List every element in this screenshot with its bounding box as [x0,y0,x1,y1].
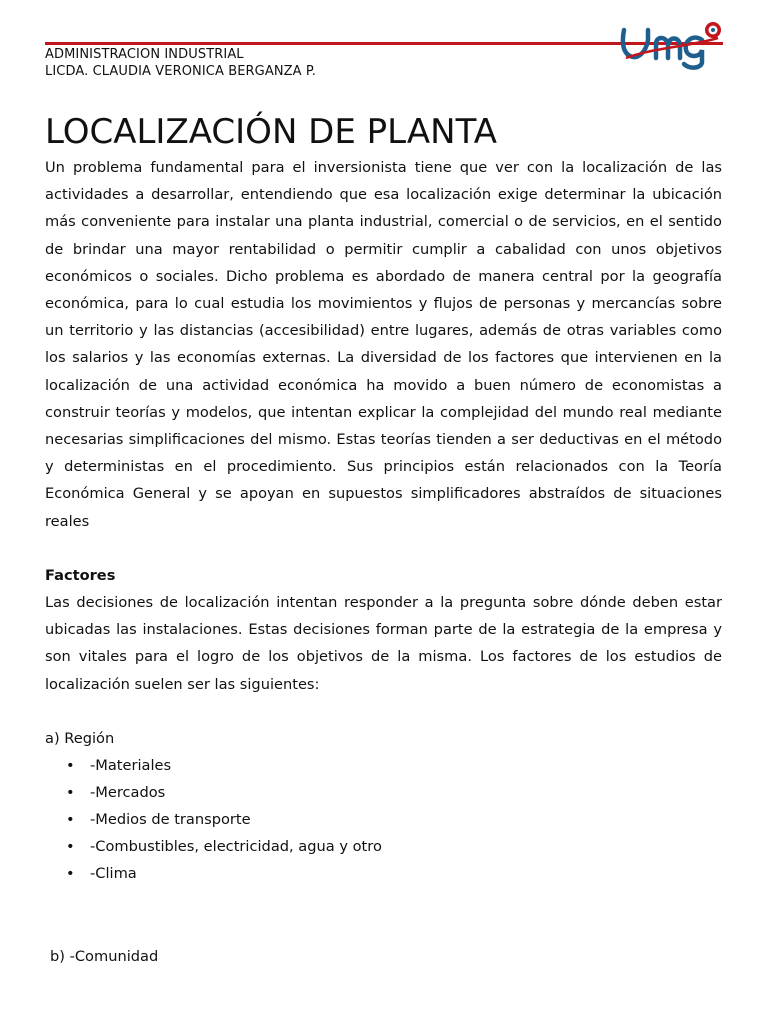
university-logo [612,18,726,70]
list-item [45,806,382,833]
list-item-text: -Clima [90,865,137,883]
bullet-icon: • [66,811,75,829]
list-item [45,752,382,779]
bullet-icon: • [66,838,75,856]
factores-heading: Factores [45,567,116,584]
region-list [45,752,382,887]
list-item [45,779,382,806]
comunidad-label: b) -Comunidad [50,948,159,965]
list-item-text: -Medios de transporte [90,811,251,829]
page-title: LOCALIZACIÓN DE PLANTA [45,112,497,152]
list-item [45,860,382,887]
instructor-name: LICDA. CLAUDIA VERONICA BERGANZA P. [45,64,317,79]
factores-paragraph: Las decisiones de localización intentan responder a la pregunta sobre dónde deben estar ubicadas las instalaciones. Estas decisiones forman parte de la estrategia de la empresa y son vitales para el logro de los objetivos de la misma. Los factores de los estudios de localización suelen ser las siguientes: [45,594,722,693]
list-item-text: -Materiales [90,757,172,774]
bullet-icon: • [66,865,75,883]
region-label: a) Región [45,730,115,747]
intro-paragraph: Un problema fundamental para el inversionista tiene que ver con la localización de las actividades a desarrollar, entendiendo que esa localización exige determinar la ubicación más conveniente para instalar una planta industrial, comercial o de servicios, en el sentido de brindar una mayor rentabilidad o permitir cumplir a cabalidad con unos objetivos económicos o sociales. Dicho problema es abordado de manera central por la geografía económica, para lo cual estudia los movimientos y flujos de personas y mercancías sobre un territorio y las distancias (accesibilidad) entre lugares, además de otras variables como los salarios y las economías externas. La diversidad de los factores que intervienen en la localización de una actividad económica ha movido a buen número de economistas a construir teorías y modelos, que intentan explicar la complejidad del mundo real mediante necesarias simplificaciones del mismo. Estas teorías tienden a ser deductivas en el método y deterministas en el procedimiento. Sus principios están relacionados con la Teoría Económica General y se apoyan en supuestos simplificadores abstraídos de situaciones reales [45,159,722,530]
course-name: ADMINISTRACION INDUSTRIAL [45,47,244,62]
bullet-icon: • [66,784,75,802]
bullet-icon: • [66,757,75,774]
list-item [45,833,382,860]
list-item-text: -Combustibles, electricidad, agua y otro [90,838,382,856]
list-item-text: -Mercados [90,784,166,802]
document-header [45,46,316,80]
